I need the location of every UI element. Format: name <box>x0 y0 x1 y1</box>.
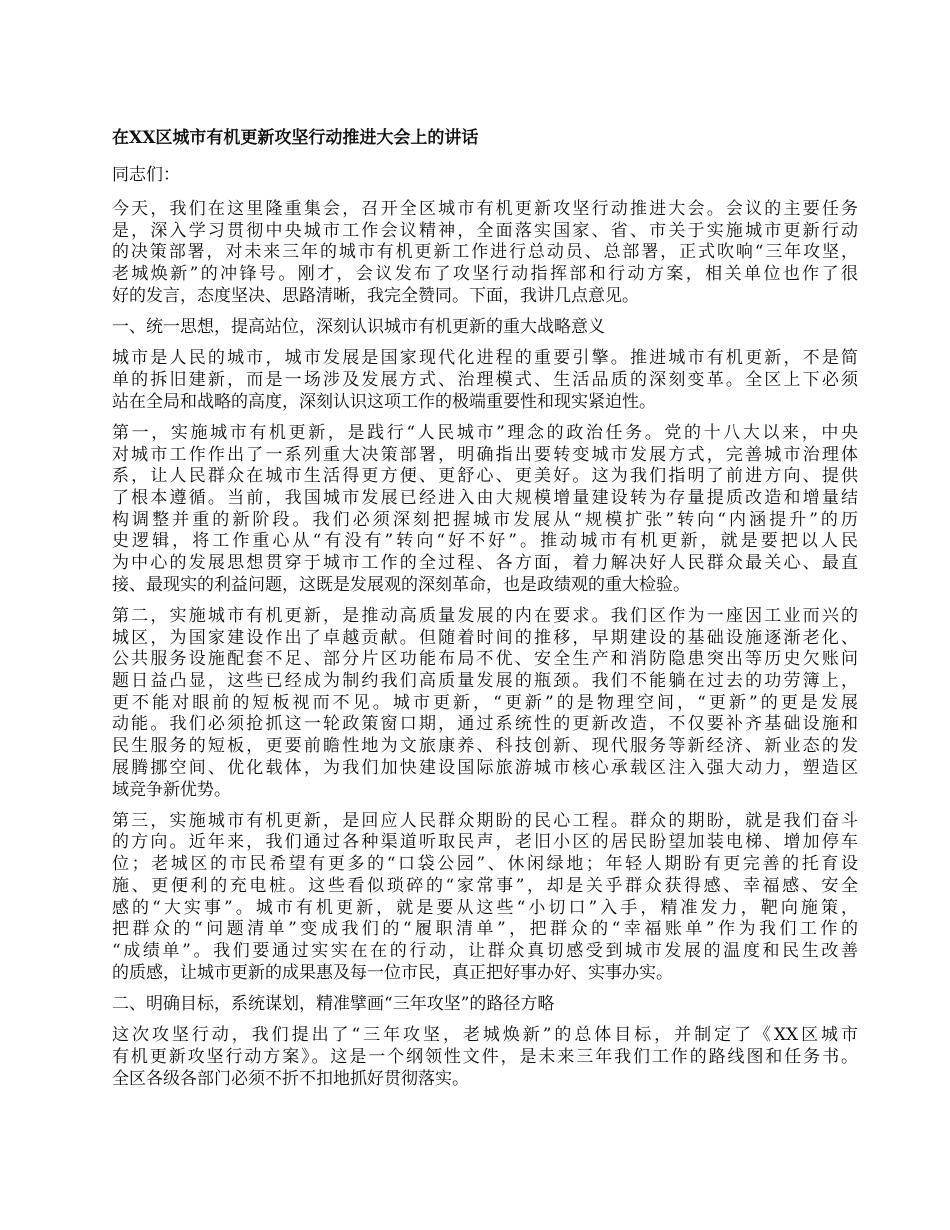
body-paragraph <box>112 1025 858 1090</box>
body-paragraph <box>112 606 858 801</box>
text-line: 感的“大实事”。城市有机更新，就是要从这些“小切口”入手，精准发力，靶向施策， <box>112 897 858 918</box>
text-line: 这次攻坚行动，我们提出了“三年攻坚，老城焕新”的总体目标，并制定了《XX区城市 <box>112 1025 858 1046</box>
text-line: 对城市工作作出了一系列重大决策部署，明确指出要转变城市发展方式，完善城市治理体 <box>112 444 858 465</box>
text-line: 施、更便利的充电桩。这些看似琐碎的“家常事”，却是关乎群众获得感、幸福感、安全 <box>112 875 858 896</box>
section-heading <box>112 317 858 339</box>
text-line: 第一，实施城市有机更新，是践行“人民城市”理念的政治任务。党的十八大以来，中央 <box>112 422 858 443</box>
text-line: 公共服务设施配套不足、部分片区功能布局不优、安全生产和消防隐患突出等历史欠账问 <box>112 649 858 670</box>
text-line: 站在全局和战略的高度，深刻认识这项工作的极端重要性和现实紧迫性。 <box>112 391 656 412</box>
text-line: 单的拆旧建新，而是一场涉及发展方式、治理模式、生活品质的深刻变革。全区上下必须 <box>112 369 858 390</box>
text-line: 位；老城区的市民希望有更多的“口袋公园”、休闲绿地；年轻人期盼有更完善的托育设 <box>112 854 858 875</box>
text-line: 全区各级各部门必须不折不扣地抓好贯彻落实。 <box>112 1068 469 1089</box>
document-page <box>112 127 858 1100</box>
text-line: 了根本遵循。当前，我国城市发展已经进入由大规模增量建设转为存量提质改造和增量结 <box>112 487 858 508</box>
body-paragraph <box>112 811 858 985</box>
text-line: 的质感，让城市更新的成果惠及每一位市民，真正把好事办好、实事办实。 <box>112 962 673 983</box>
body-paragraph <box>112 199 858 308</box>
body-paragraph <box>112 348 858 413</box>
text-line: 系，让人民群众在城市生活得更方便、更舒心、更美好。这为我们指明了前进方向、提供 <box>112 466 858 487</box>
text-line: 把群众的“问题清单”变成我们的“履职清单”，把群众的“幸福账单”作为我们工作的 <box>112 919 858 940</box>
text-line: 城区，为国家建设作出了卓越贡献。但随着时间的推移，早期建设的基础设施逐渐老化、 <box>112 627 858 648</box>
text-line: 第二，实施城市有机更新，是推动高质量发展的内在要求。我们区作为一座因工业而兴的 <box>112 605 858 626</box>
document-title: 在XX区城市有机更新攻坚行动推进大会上的讲话 <box>112 128 479 148</box>
text-line: 是，深入学习贯彻中央城市工作会议精神，全面落实国家、省、市关于实施城市更新行动 <box>112 220 858 241</box>
text-line: 有机更新攻坚行动方案》。这是一个纲领性文件，是未来三年我们工作的路线图和任务书。 <box>112 1046 858 1067</box>
text-line: 更不能对眼前的短板视而不见。城市更新，“更新”的是物理空间，“更新”的更是发展 <box>112 692 858 713</box>
greeting: 同志们： <box>112 165 180 185</box>
text-line: 民生服务的短板，更要前瞻性地为文旅康养、科技创新、现代服务等新经济、新业态的发 <box>112 736 858 757</box>
text-line: 第三，实施城市有机更新，是回应人民群众期盼的民心工程。群众的期盼，就是我们奋斗 <box>112 810 858 831</box>
text-line: 接、最现实的利益问题，这既是发展观的深刻革命，也是政绩观的重大检验。 <box>112 574 690 595</box>
section-heading <box>112 994 858 1016</box>
text-line: 为中心的发展思想贯穿于城市工作的全过程、各方面，着力解决好人民群众最关心、最直 <box>112 553 858 574</box>
text-line: 二、明确目标，系统谋划，精准擘画“三年攻坚”的路径方略 <box>112 993 555 1014</box>
text-line: 一、统一思想，提高站位，深刻认识城市有机更新的重大战略意义 <box>112 317 605 338</box>
text-line: 今天，我们在这里隆重集会，召开全区城市有机更新攻坚行动推进大会。会议的主要任务 <box>112 199 858 219</box>
text-line: 好的发言，态度坚决、思路清晰，我完全赞同。下面，我讲几点意见。 <box>112 285 639 306</box>
document-body <box>112 199 858 1090</box>
text-line: 动能。我们必须抢抓这一轮政策窗口期，通过系统性的更新改造，不仅要补齐基础设施和 <box>112 714 858 735</box>
text-line: “成绩单”。我们要通过实实在在的行动，让群众真切感受到城市发展的温度和民生改善 <box>112 941 858 961</box>
text-line: 的方向。近年来，我们通过各种渠道听取民声，老旧小区的居民盼望加装电梯、增加停车 <box>112 832 858 853</box>
text-line: 题日益凸显，这些已经成为制约我们高质量发展的瓶颈。我们不能躺在过去的功劳簿上， <box>112 671 858 692</box>
text-line: 老城焕新”的冲锋号。刚才，会议发布了攻坚行动指挥部和行动方案，相关单位也作了很 <box>112 264 858 285</box>
text-line: 构调整并重的新阶段。我们必须深刻把握城市发展从“规模扩张”转向“内涵提升”的历 <box>112 509 858 530</box>
text-line: 史逻辑，将工作重心从“有没有”转向“好不好”。推动城市有机更新，就是要把以人民 <box>112 531 858 552</box>
text-line: 的决策部署，对未来三年的城市有机更新工作进行总动员、总部署，正式吹响“三年攻坚， <box>112 242 858 263</box>
body-paragraph <box>112 423 858 597</box>
text-line: 展腾挪空间、优化载体，为我们加快建设国际旅游城市核心承载区注入强大动力，塑造区 <box>112 757 858 778</box>
text-line: 城市是人民的城市，城市发展是国家现代化进程的重要引擎。推进城市有机更新，不是简 <box>112 348 858 369</box>
text-line: 域竞争新优势。 <box>112 779 231 800</box>
